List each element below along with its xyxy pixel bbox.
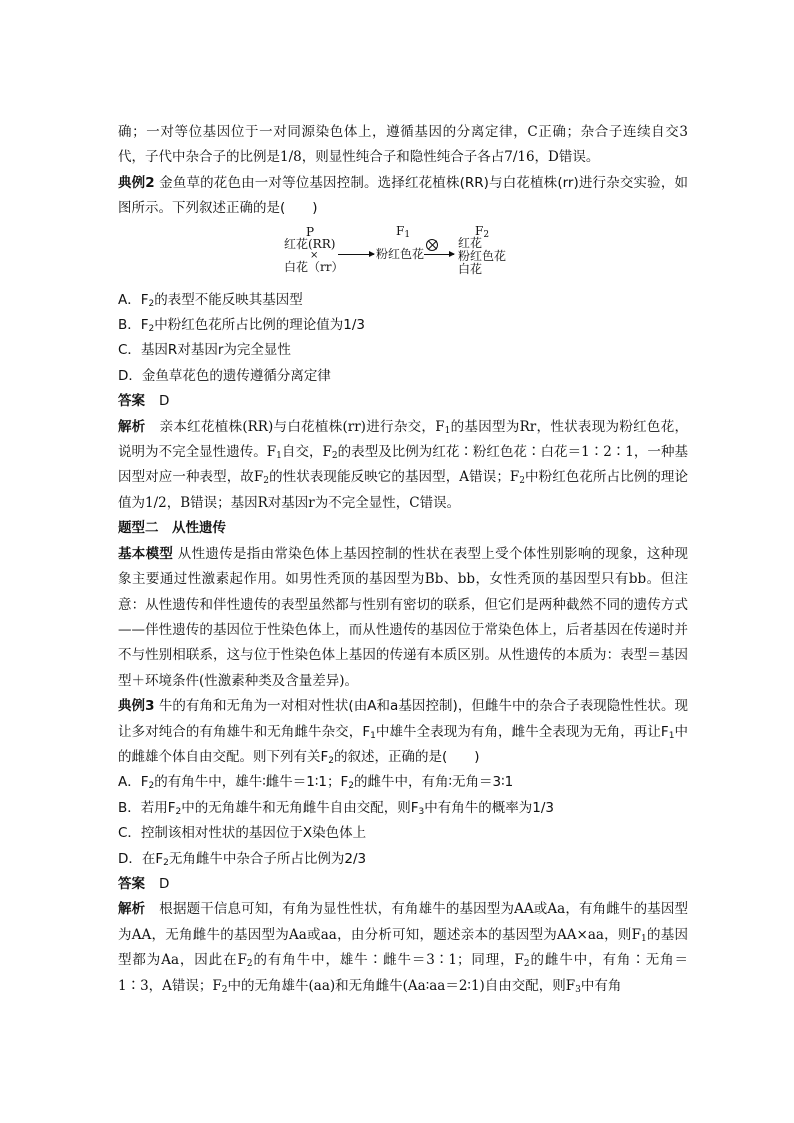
answer-3: 答案 D — [118, 875, 170, 892]
paragraph-continuation: 确；一对等位基因位于一对同源染色体上，遵循基因的分离定律，C正确；杂合子连续自交3代，子代中杂合子的比例是1/8，则显性纯合子和隐性纯合子各占7/16，D错误。 — [118, 124, 688, 166]
cross-symbol: × — [310, 249, 319, 261]
example-2-label: 典例2 — [118, 174, 155, 191]
ex3-option-a: A．$F_2$的有角牛中，雄牛∶雌牛＝1∶1；$F_2$的雌牛中，有角∶无角＝3∶1 — [118, 774, 514, 792]
answer-2: 答案 D — [118, 393, 170, 410]
option-c: C．基因R对基因r为完全显性 — [118, 342, 291, 359]
f1-label: $F_1$ — [396, 223, 411, 240]
example-2-text: 金鱼草的花色由一对等位基因控制。选择红花植株(RR)与白花植株(rr)进行杂交实验，如图所示。下列叙述正确的是( ) — [118, 174, 688, 217]
document-page — [118, 120, 688, 999]
section-title-type2: 题型二 从性遗传 — [118, 520, 226, 537]
p-parent-red: 红花(RR) — [284, 236, 336, 251]
f2-label: $F_2$ — [475, 223, 490, 240]
ex3-option-d: D．在$F_2$无角雌牛中杂合子所占比例为2/3 — [118, 850, 367, 868]
f2-white: 白花 — [458, 261, 483, 276]
example-3-stem: 典例3 牛的有角和无角为一对相对性状(由A和a基因控制)，但雌牛中的杂合子表现隐性性状。现让多对纯合的有角雄牛和无角雌牛杂交，$F_1$中雄牛全表现为有角，雌牛全表现为无角，再让$F_1$中的雌雄个体自由交配。则下列有关$F_2$的叙述，正确的是( ) — [118, 698, 689, 766]
analysis-3: 解析 根据题干信息可知，有角为显性性状，有角雄牛的基因型为AA或Aa，有角雌牛的基因型为AA，无角雌牛的基因型为Aa或aa，由分析可知，题述亲本的基因型为AA×aa，则$F_1$的基因型都为Aa，因此在$F_2$的有角牛中，雄牛∶雌牛＝3∶1；同理，$F_2$的雌牛中，有角∶无角＝1∶3，A错误；$F_2$中的无角雄牛(aa)和无角雌牛(Aa∶aa＝2∶1)自由交配，则$F_3$中有角 — [118, 901, 689, 995]
ex3-option-b: B．若用$F_2$中的无角雄牛和无角雌牛自由交配，则$F_3$中有角牛的概率为1/3 — [118, 799, 554, 817]
p-generation-label: P — [306, 224, 315, 239]
f1-phenotype: 粉红色花 — [376, 246, 425, 261]
p-parent-white: 白花（rr） — [284, 259, 344, 274]
analysis-2: 解析 亲本红花植株(RR)与白花植株(rr)进行杂交，$F_1$的基因型为Rr，性状表现为粉红色花，说明为不完全显性遗传。$F_1$自交，$F_2$的表型及比例为红花∶粉红色花∶白花＝1∶2∶1，一种基因型对应一种表型，故$F_2$的性状表现能反映它的基因型，A错误；$F_2$中粉红色花所占比例的理论值为1/2，B错误；基因R对基因r为不完全显性，C错误。 — [118, 418, 689, 511]
option-d: D．金鱼草花色的遗传遵循分离定律 — [118, 367, 331, 384]
cross-diagram — [118, 224, 688, 284]
f2-red: 红花 — [458, 235, 483, 250]
ex3-option-c: C．控制该相对性状的基因位于X染色体上 — [118, 825, 367, 842]
option-a: A．$F_2$的表型不能反映其基因型 — [118, 291, 303, 309]
basic-model: 基本模型 从性遗传是指由常染色体上基因控制的性状在表型上受个体性别影响的现象，这种现象主要通过性激素起作用。如男性秃顶的基因型为Bb、bb，女性秃顶的基因型只有bb。但注意：从性遗传和伴性遗传的表型虽然都与性别有密切的联系，但它们是两种截然不同的遗传方式——伴性遗传的基因位于性染色体上，而从性遗传的基因位于常染色体上，后者基因在传递时并不与性别相联系，这与位于性染色体上基因的传递有本质区别。从性遗传的本质为：表型＝基因型＋环境条件(性激素种类及含量差异)。 — [118, 545, 689, 689]
option-b: B．$F_2$中粉红色花所占比例的理论值为1/3 — [118, 317, 365, 335]
selfing-symbol-icon — [426, 239, 438, 251]
example-2-stem — [118, 171, 688, 222]
arrow-f1-to-f2 — [424, 254, 454, 255]
f2-pink: 粉红色花 — [458, 248, 507, 263]
arrow-p-to-f1 — [338, 254, 374, 255]
